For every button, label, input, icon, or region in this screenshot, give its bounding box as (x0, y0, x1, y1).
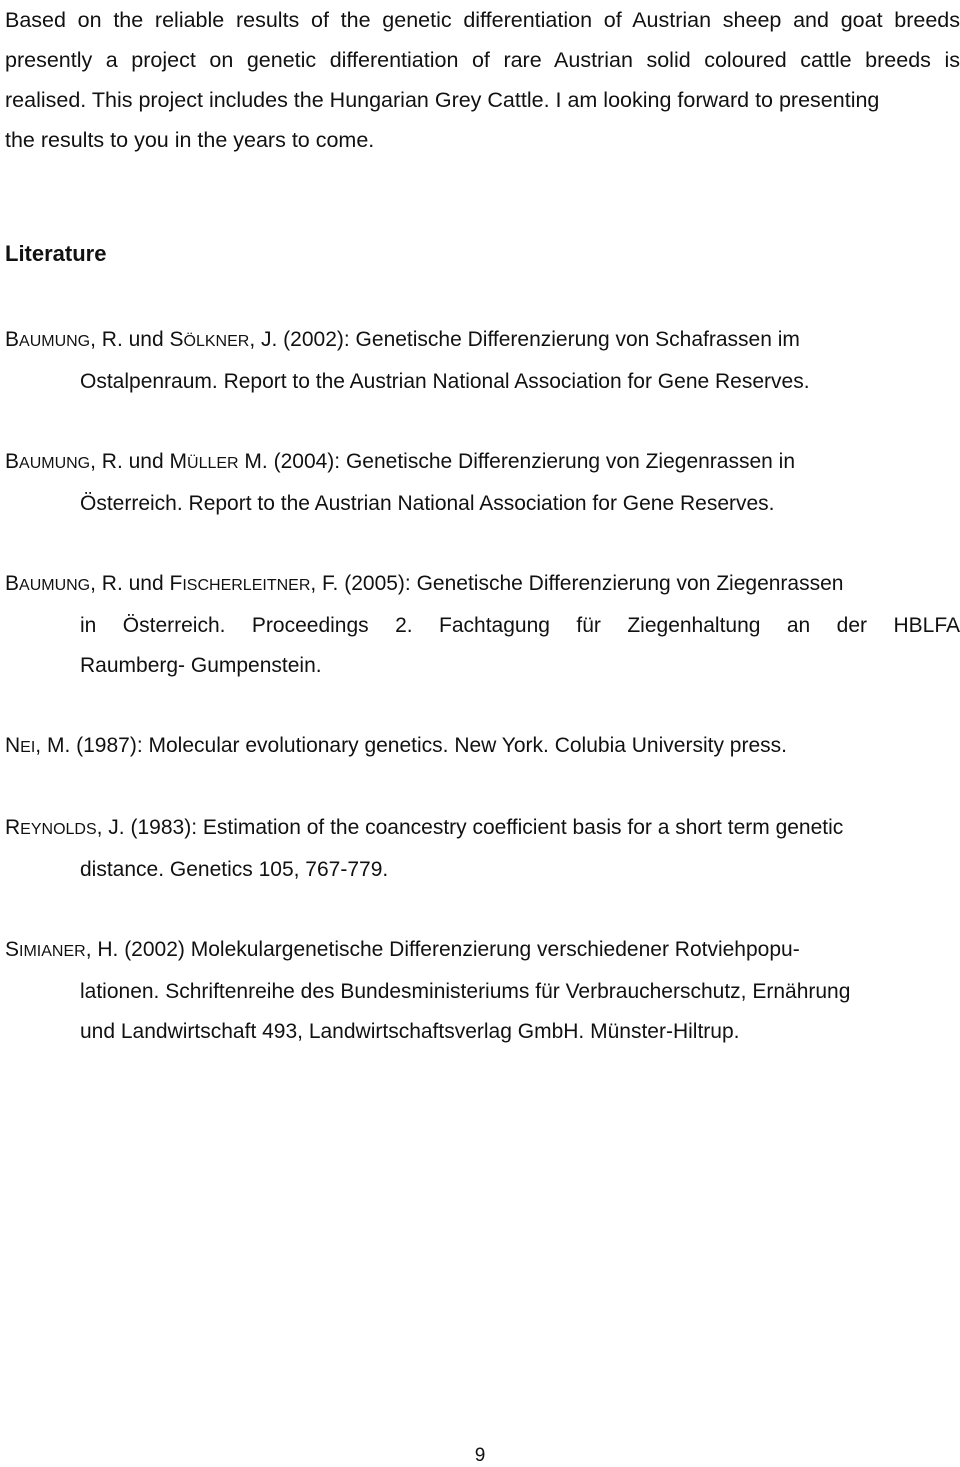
reference-entry (5, 808, 960, 890)
reference-first-line (5, 930, 960, 972)
reference-entry (5, 564, 960, 686)
page-number: 9 (474, 1445, 486, 1466)
intro-line: presently a project on genetic differentiation of rare Austrian solid coloured cattle breeds is (5, 48, 960, 72)
reference-text: (1987): Molecular evolutionary genetics. New York. Colubia University press. (70, 734, 787, 757)
author-given: , H. (85, 938, 119, 961)
author-surname: ISCHERLEITNER (182, 577, 311, 594)
reference-continuation: in Österreich. Proceedings 2. Fachtagung für Ziegenhaltung an der HBLFA (80, 614, 960, 637)
author-initial: B (5, 572, 20, 595)
author-given: , M. (35, 734, 71, 757)
author-surname: IMIANER (19, 943, 86, 960)
author-surname: EI (20, 739, 36, 756)
reference-first-line (5, 442, 960, 484)
reference-continuation: Ostalpenraum. Report to the Austrian National Association for Gene Reserves. (80, 370, 810, 393)
reference-continuation: distance. Genetics 105, 767-779. (80, 858, 389, 881)
reference-continuation: Raumberg- Gumpenstein. (80, 654, 322, 677)
author-initial: R (5, 816, 21, 839)
reference-text: (2005): Genetische Differenzierung von Ziegenrassen (338, 572, 844, 595)
section-heading-literature: Literature (5, 241, 107, 266)
reference-entry (5, 320, 960, 402)
reference-first-line (5, 320, 960, 362)
author-surname: ÜLLER (187, 455, 239, 472)
author-initial: B (5, 450, 20, 473)
author-given: , J. (249, 328, 278, 351)
intro-line: the results to you in the years to come. (5, 128, 375, 152)
reference-entry (5, 726, 960, 768)
reference-entry (5, 442, 960, 524)
reference-continuation: und Landwirtschaft 493, Landwirtschaftsverlag GmbH. Münster-Hiltrup. (80, 1020, 740, 1043)
author-initial: N (5, 734, 21, 757)
author-given: , F. (310, 572, 339, 595)
reference-continuation: Österreich. Report to the Austrian National Association for Gene Reserves. (80, 492, 775, 515)
reference-text: (2002): Genetische Differenzierung von Schafrassen im (277, 328, 800, 351)
author-given: M. (238, 450, 268, 473)
author-surname: AUMUNG (19, 577, 91, 594)
intro-line: Based on the reliable results of the genetic differentiation of Austrian sheep and goat breeds (5, 8, 960, 32)
author-surname: AUMUNG (19, 333, 91, 350)
author-given: , R. und (90, 328, 170, 351)
author-surname: EYNOLDS (20, 821, 97, 838)
author-given: , R. und (90, 450, 170, 473)
reference-list (5, 320, 960, 1092)
author-initial: S (169, 328, 184, 351)
author-surname: AUMUNG (19, 455, 91, 472)
reference-first-line (5, 564, 960, 606)
intro-line: realised. This project includes the Hungarian Grey Cattle. I am looking forward to presenting (5, 88, 880, 112)
reference-text: (1983): Estimation of the coancestry coefficient basis for a short term genetic (124, 816, 844, 839)
author-initial: M (169, 450, 188, 473)
author-given: , J. (96, 816, 125, 839)
author-initial: F (169, 572, 183, 595)
reference-text: (2004): Genetische Differenzierung von Ziegenrassen in (267, 450, 796, 473)
author-given: , R. und (90, 572, 170, 595)
author-initial: B (5, 328, 20, 351)
author-surname: ÖLKNER (183, 333, 250, 350)
reference-text: (2002) Molekulargenetische Differenzierung verschiedener Rotviehpopu- (118, 938, 800, 961)
reference-first-line (5, 808, 960, 850)
reference-entry (5, 930, 960, 1052)
author-initial: S (5, 938, 20, 961)
reference-first-line (5, 726, 960, 768)
intro-paragraph (5, 0, 960, 160)
reference-continuation: lationen. Schriftenreihe des Bundesministeriums für Verbraucherschutz, Ernährung (80, 980, 851, 1003)
